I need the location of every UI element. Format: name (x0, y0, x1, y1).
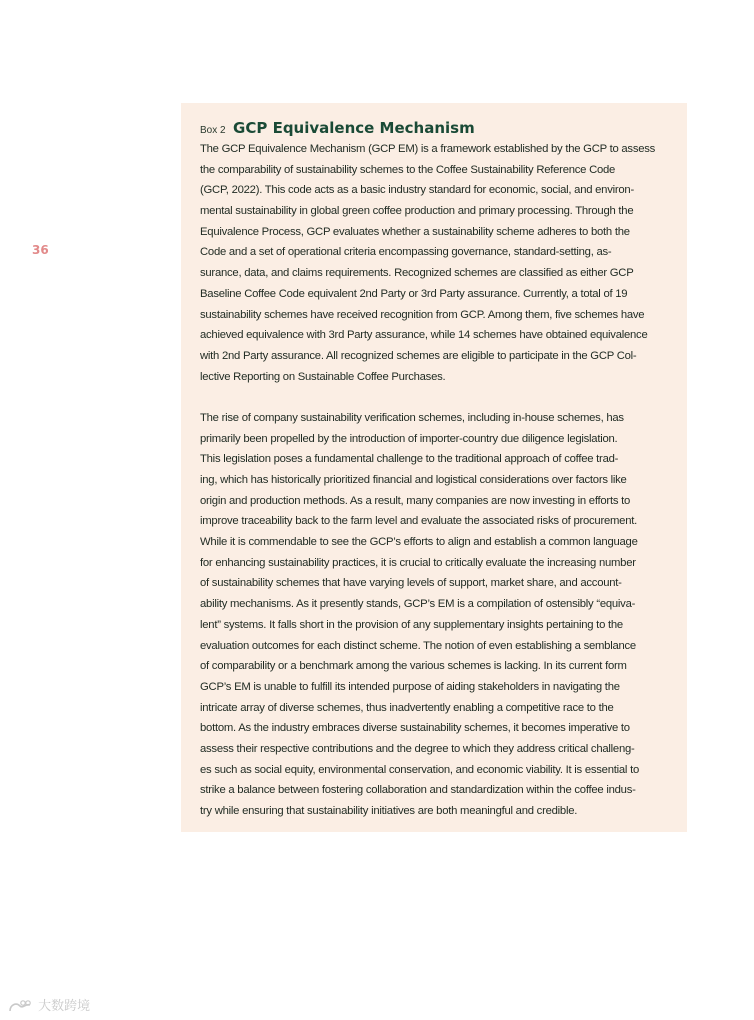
text-line: sustainability schemes have received recognition from GCP. Among them, five schemes have (200, 308, 645, 321)
text-line: While it is commendable to see the GCP’s efforts to align and establish a common language (200, 536, 638, 549)
text-line: achieved equivalence with 3rd Party assurance, while 14 schemes have obtained equivalence (200, 329, 648, 342)
text-line: bottom. As the industry embraces diverse sustainability schemes, it becomes imperative to (200, 722, 630, 735)
text-line: assess their respective contributions and the degree to which they address critical challeng- (200, 742, 635, 755)
text-line: The GCP Equivalence Mechanism (GCP EM) is a framework established by the GCP to assess (200, 143, 656, 155)
info-box-content (200, 117, 678, 822)
watermark (8, 995, 90, 1015)
text-line: Baseline Coffee Code equivalent 2nd Party or 3rd Party assurance. Currently, a total of 19 (200, 287, 628, 300)
text-line: surance, data, and claims requirements. Recognized schemes are classified as either GCP (200, 267, 634, 280)
text-line: The rise of company sustainability verification schemes, including in-house schemes, has (200, 411, 624, 424)
text-line: of comparability or a benchmark among the various schemes is lacking. In its current form (200, 660, 627, 673)
text-line: for enhancing sustainability practices, it is crucial to critically evaluate the increasing number (200, 556, 636, 569)
watermark-text: 大数跨境 (38, 999, 91, 1014)
text-line: strike a balance between fostering collaboration and standardization within the coffee indus- (200, 784, 636, 797)
box-heading (200, 117, 678, 139)
text-line: of sustainability schemes that have varying levels of support, market share, and account- (200, 577, 622, 590)
paragraph-1 (200, 139, 678, 387)
text-line: intricate array of diverse schemes, thus inadvertently enabling a competitive race to the (200, 701, 614, 714)
paragraph-2 (200, 408, 678, 822)
text-line: ing, which has historically prioritized financial and logistical considerations over factors like (200, 474, 627, 486)
text-line: GCP’s EM is unable to fulfill its intended purpose of aiding stakeholders in navigating the (200, 680, 620, 693)
text-line: primarily been propelled by the introduction of importer-country due diligence legislation. (200, 432, 618, 445)
text-line: lective Reporting on Sustainable Coffee Purchases. (200, 370, 446, 383)
text-line: lent” systems. It falls short in the provision of any supplementary insights pertaining to the (200, 618, 623, 631)
text-line: This legislation poses a fundamental challenge to the traditional approach of coffee trad- (200, 453, 619, 466)
text-line: origin and production methods. As a result, many companies are now investing in efforts to (200, 494, 631, 507)
text-line: (GCP, 2022). This code acts as a basic industry standard for economic, social, and environ- (200, 184, 634, 197)
text-line: ability mechanisms. As it presently stands, GCP’s EM is a compilation of ostensibly “equiva- (200, 598, 636, 611)
text-line: es such as social equity, environmental conservation, and economic viability. It is essential to (200, 763, 639, 776)
box-title: GCP Equivalence Mechanism (233, 119, 475, 137)
text-line: try while ensuring that sustainability initiatives are both meaningful and credible. (200, 805, 578, 817)
text-line: the comparability of sustainability schemes to the Coffee Sustainability Reference Code (200, 163, 616, 176)
text-line: evaluation outcomes for each distinct scheme. The notion of even establishing a semblance (200, 639, 636, 652)
page-number: 36 (32, 243, 49, 257)
text-line: mental sustainability in global green coffee production and primary processing. Through the (200, 205, 634, 218)
paragraph-spacer (200, 387, 678, 408)
info-box (181, 103, 687, 832)
box-label: Box 2 (200, 125, 226, 136)
text-line: Equivalence Process, GCP evaluates whether a sustainability scheme adheres to both the (200, 225, 630, 238)
watermark-logo-icon (8, 999, 32, 1015)
text-line: with 2nd Party assurance. All recognized schemes are eligible to participate in the GCP Col- (200, 349, 637, 362)
text-line: Code and a set of operational criteria encompassing governance, standard-setting, as- (200, 246, 612, 259)
text-line: improve traceability back to the farm level and evaluate the associated risks of procurement. (200, 515, 638, 528)
